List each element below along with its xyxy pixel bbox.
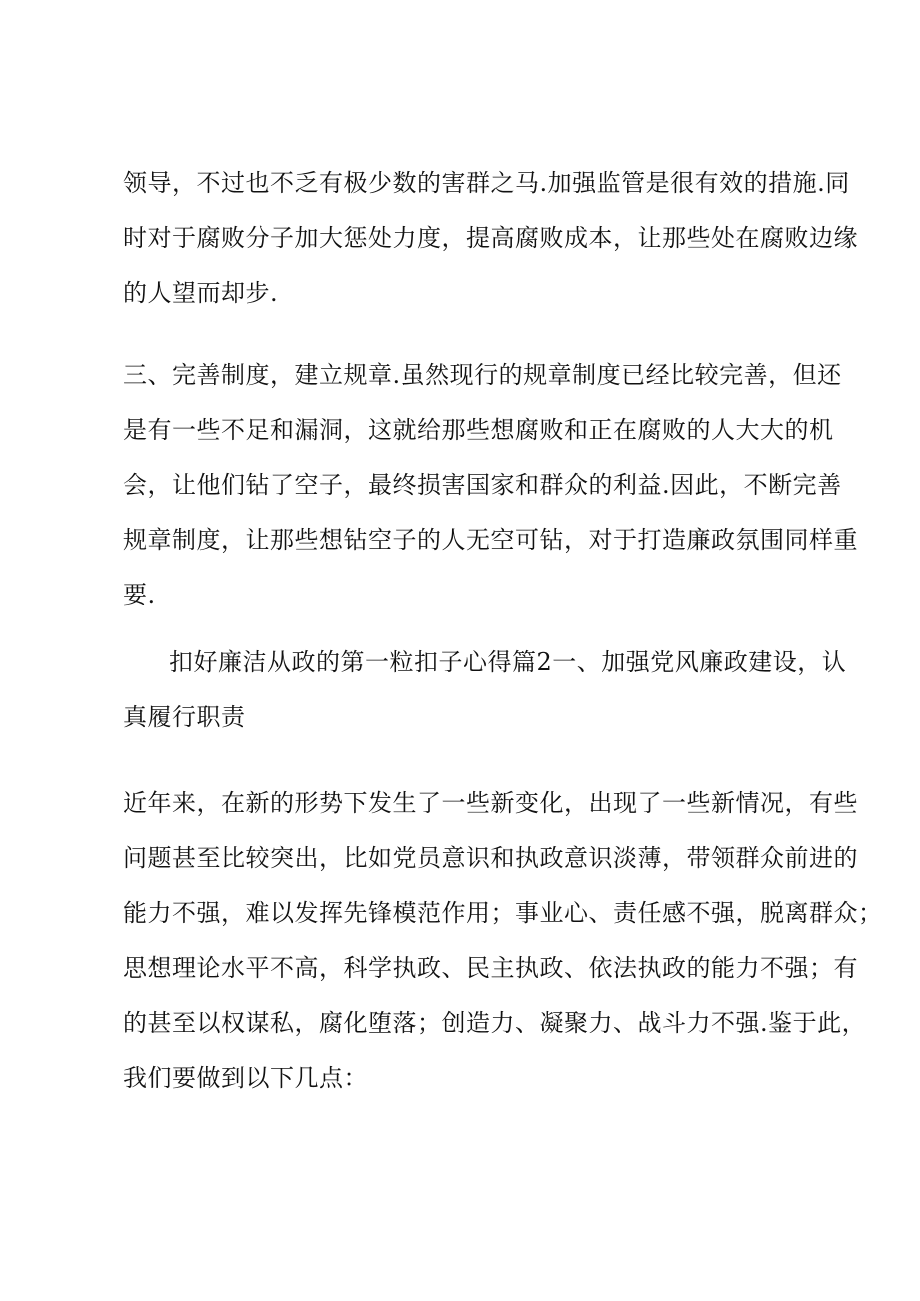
paragraph-line: 近年来，在新的形势下发生了一些新变化，出现了一些新情况，有些 [123, 789, 858, 817]
paragraph-rules [123, 348, 858, 623]
section-heading-line: 扣好廉洁从政的第一粒扣子心得篇2一、加强党风廉政建设，认 [169, 648, 847, 676]
paragraph-line: 规章制度，让那些想钻空子的人无空可钻，对于打造廉政氛围同样重 [123, 526, 858, 554]
paragraph-line: 是有一些不足和漏洞，这就给那些想腐败和正在腐败的人大大的机 [123, 416, 834, 444]
section-heading [123, 635, 847, 745]
paragraph-line: 要. [123, 581, 156, 609]
paragraph-line: 会，让他们钻了空子，最终损害国家和群众的利益.因此，不断完善 [123, 471, 842, 499]
section-heading-line: 真履行职责 [123, 703, 246, 731]
paragraph-supervision [123, 156, 858, 321]
paragraph-recent-years [123, 776, 883, 1106]
paragraph-line: 问题甚至比较突出，比如党员意识和执政意识淡薄，带领群众前进的 [123, 844, 858, 872]
paragraph-line: 领导，不过也不乏有极少数的害群之马.加强监管是很有效的措施.同 [123, 169, 850, 197]
paragraph-line: 思想理论水平不高，科学执政、民主执政、依法执政的能力不强；有 [123, 954, 858, 982]
paragraph-line: 我们要做到以下几点： [123, 1064, 368, 1092]
paragraph-line: 的甚至以权谋私，腐化堕落；创造力、凝聚力、战斗力不强.鉴于此， [123, 1009, 867, 1037]
paragraph-line: 三、完善制度，建立规章.虽然现行的规章制度已经比较完善，但还 [123, 361, 842, 389]
paragraph-line: 时对于腐败分子加大惩处力度，提高腐败成本，让那些处在腐败边缘 [123, 224, 858, 252]
paragraph-line: 的人望而却步. [123, 279, 279, 307]
paragraph-line: 能力不强，难以发挥先锋模范作用；事业心、责任感不强，脱离群众； [123, 899, 883, 927]
